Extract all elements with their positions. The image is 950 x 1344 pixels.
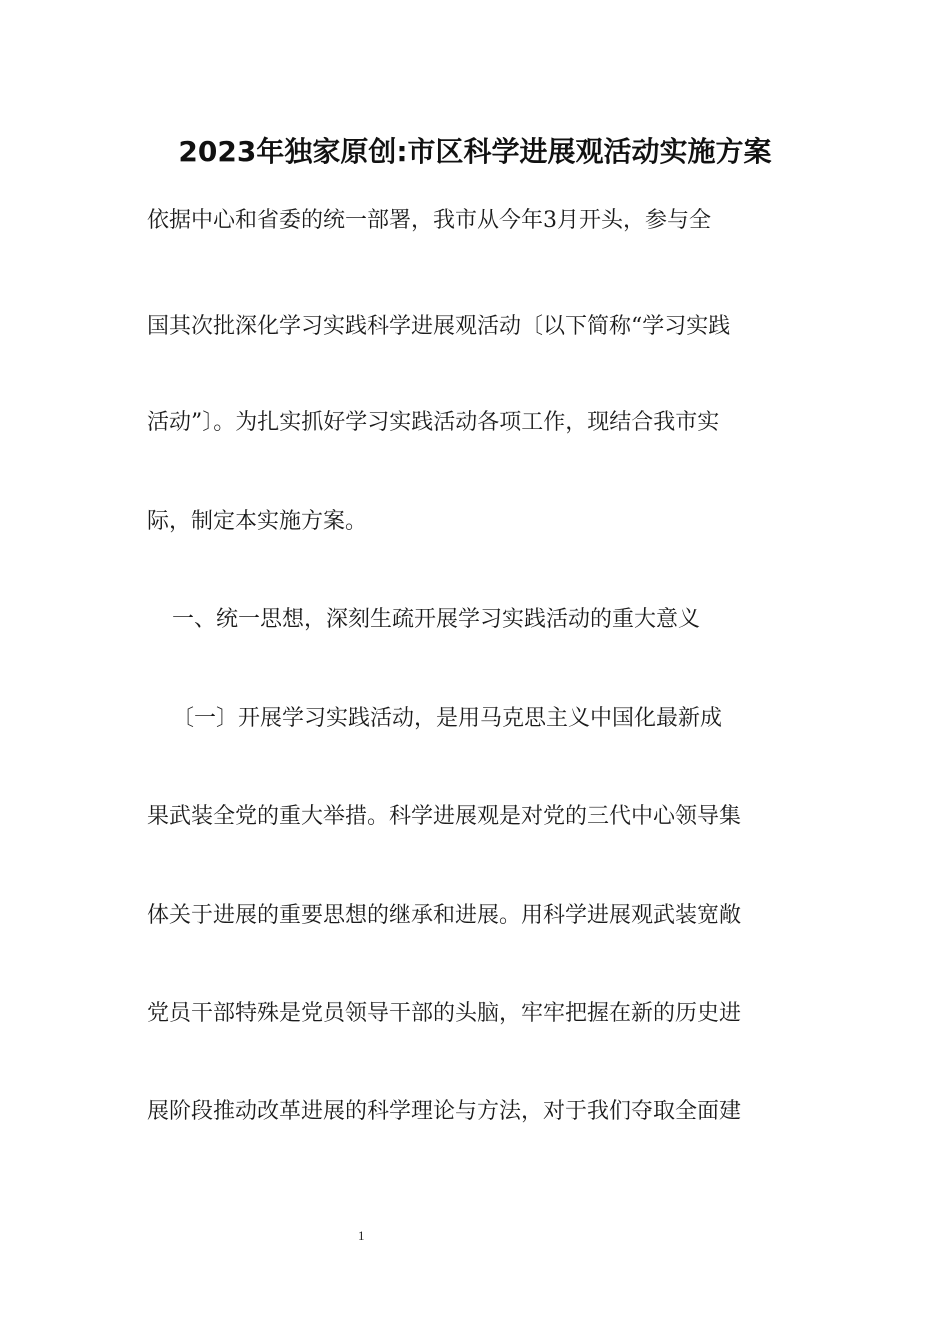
- paragraph-line: 活动”〕。为扎实抓好学习实践活动各项工作，现结合我市实: [147, 410, 720, 435]
- paragraph-line: 〔一〕开展学习实践活动，是用马克思主义中国化最新成: [172, 706, 723, 731]
- paragraph-line: 国其次批深化学习实践科学进展观活动〔以下简称“学习实践: [147, 314, 731, 339]
- paragraph-line: 际，制定本实施方案。: [147, 509, 368, 534]
- section-heading: 一、统一思想，深刻生疏开展学习实践活动的重大意义: [172, 607, 701, 632]
- document-title: 2023年独家原创:市区科学进展观活动实施方案: [178, 135, 772, 168]
- page-number: 1: [358, 1228, 365, 1243]
- paragraph-line: 党员干部特殊是党员领导干部的头脑，牢牢把握在新的历史进: [147, 1001, 742, 1026]
- paragraph-line: 果武装全党的重大举措。科学进展观是对党的三代中心领导集: [147, 804, 742, 829]
- paragraph-line: 体关于进展的重要思想的继承和进展。用科学进展观武装宽敞: [147, 903, 742, 928]
- paragraph-line: 依据中心和省委的统一部署，我市从今年3月开头，参与全: [147, 208, 711, 233]
- paragraph-line: 展阶段推动改革进展的科学理论与方法，对于我们夺取全面建: [147, 1099, 742, 1124]
